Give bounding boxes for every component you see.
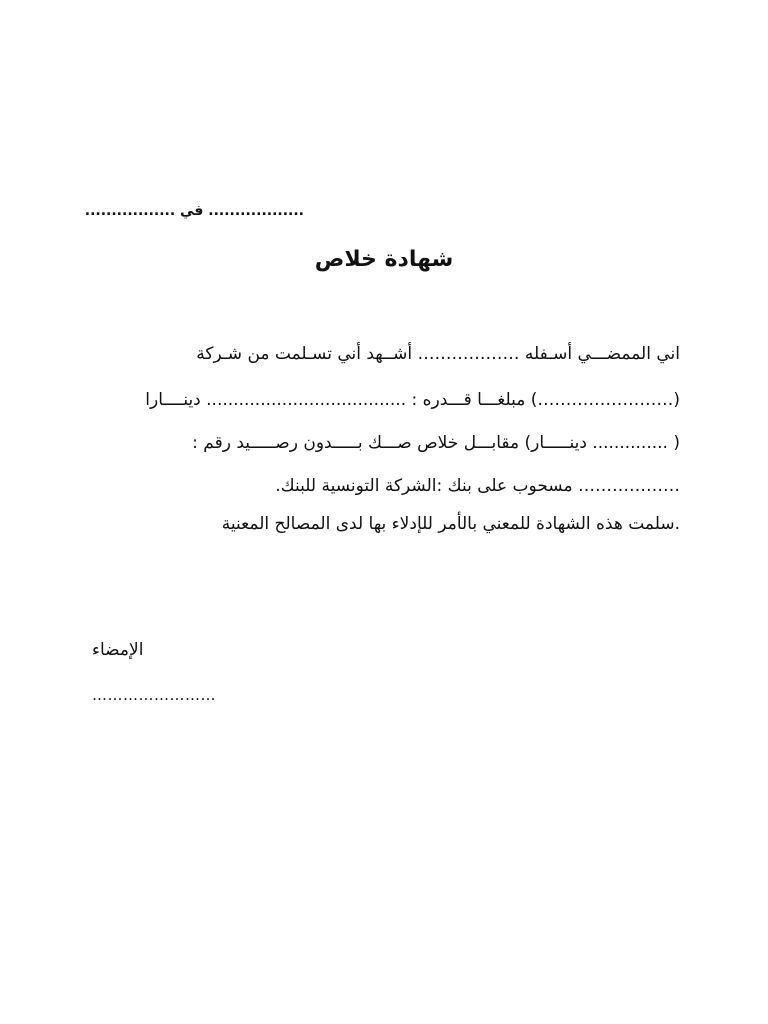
- place-date-line: .................. في .................: [84, 203, 304, 219]
- body-line-5: .سلمت هذه الشهادة للمعني بالأمر للإدلاء بها لدى المصالح المعنية: [221, 514, 680, 534]
- body-line-2: (……………………) مبلغـــا قـــدره : ..................................... دينــــارا: [145, 390, 680, 410]
- signature-label: الإمضاء: [92, 640, 144, 660]
- document-title: شهادة خلاص: [314, 247, 454, 272]
- body-line-1: اني الممضـــي أسـفله ……………… أشــهد أني تسـلمت من شـركة: [196, 344, 680, 364]
- body-line-4: ……………… مسحوب على بنك :الشركة التونسية للبنك.: [275, 476, 680, 496]
- signature-placeholder: ……………………: [92, 686, 216, 704]
- body-line-3: ( .............. دينـــــار) مقابـــل خلاص صـــك بـــــدون رصـــــيد رقم :: [192, 433, 680, 453]
